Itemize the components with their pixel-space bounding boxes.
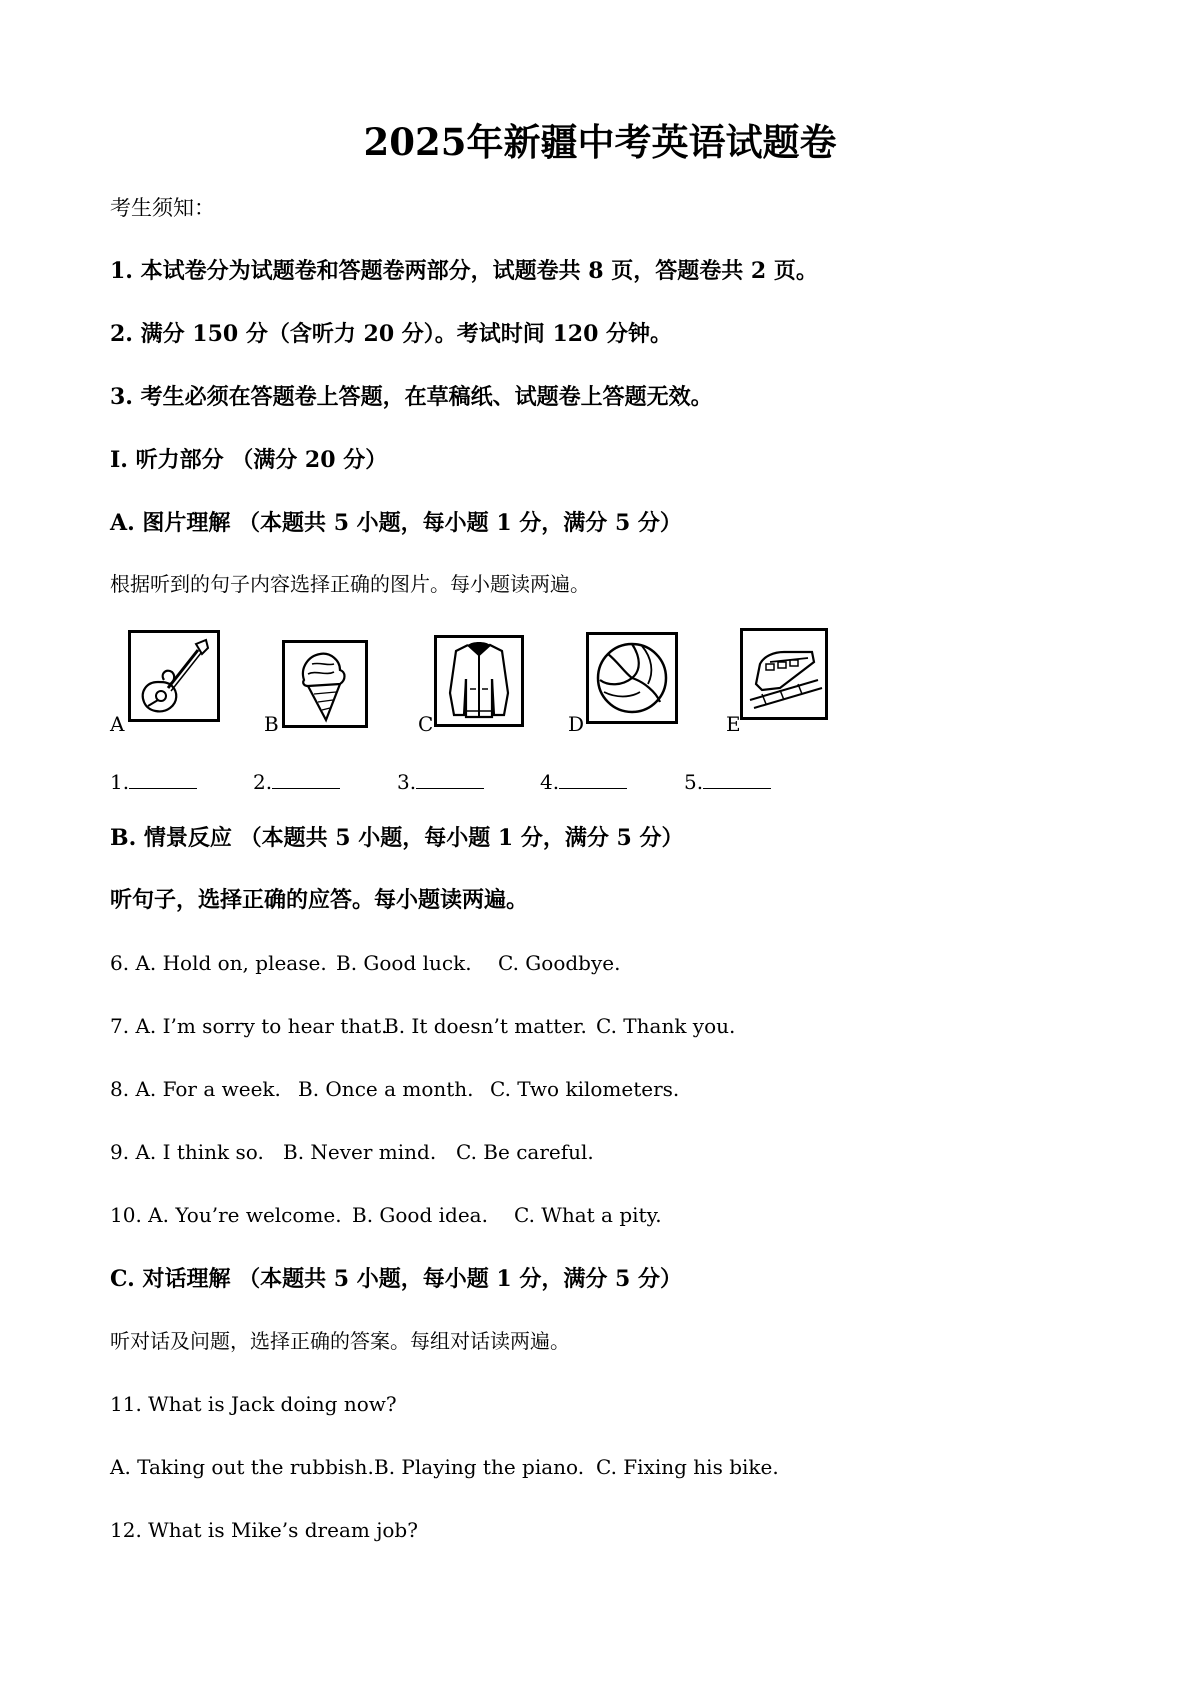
section-b-heading: B. 情景反应 （本题共 5 小题，每小题 1 分，满分 5 分）	[110, 825, 684, 851]
option-b[interactable]: B. Never mind.	[283, 1140, 437, 1164]
answer-blank-2[interactable]	[253, 770, 340, 792]
picture-e-letter: E	[726, 712, 741, 736]
option-c[interactable]: C. What a pity.	[514, 1203, 662, 1227]
option-b[interactable]: B. Playing the piano.	[374, 1455, 585, 1479]
blank-number: 4.	[540, 770, 560, 794]
section-a-heading: A. 图片理解 （本题共 5 小题，每小题 1 分，满分 5 分）	[110, 510, 682, 536]
page-title: 2025年新疆中考英语试题卷	[363, 120, 837, 164]
option-c[interactable]: C. Two kilometers.	[490, 1077, 680, 1101]
guitar-icon	[128, 630, 220, 722]
blank-line	[129, 770, 197, 789]
section-a-instruction: 根据听到的句子内容选择正确的图片。每小题读两遍。	[110, 572, 590, 596]
option-c[interactable]: C. Thank you.	[596, 1014, 736, 1038]
picture-d	[586, 632, 678, 724]
part1-heading: I. 听力部分 （满分 20 分）	[110, 447, 388, 473]
option-b[interactable]: B. Once a month.	[298, 1077, 474, 1101]
blank-line	[272, 770, 340, 789]
option-c[interactable]: C. Goodbye.	[498, 951, 621, 975]
blank-number: 5.	[684, 770, 704, 794]
blank-number: 3.	[397, 770, 417, 794]
picture-b-letter: B	[264, 712, 279, 736]
picture-d-letter: D	[568, 712, 585, 736]
picture-b	[282, 640, 368, 728]
answer-blank-1[interactable]	[110, 770, 197, 792]
option-a[interactable]: 10. A. You’re welcome.	[110, 1203, 342, 1227]
section-c-instruction: 听对话及问题，选择正确的答案。每组对话读两遍。	[110, 1329, 570, 1353]
notice-item-3: 3. 考生必须在答题卷上答题，在草稿纸、试题卷上答题无效。	[110, 384, 713, 410]
blank-line	[559, 770, 627, 789]
picture-a	[128, 630, 220, 722]
question-12: 12. What is Mike’s dream job?	[110, 1518, 418, 1542]
section-b-instruction: 听句子，选择正确的应答。每小题读两遍。	[110, 887, 529, 913]
option-a[interactable]: 7. A. I’m sorry to hear that.	[110, 1014, 388, 1038]
picture-c	[434, 635, 524, 727]
option-c[interactable]: C. Fixing his bike.	[596, 1455, 779, 1479]
option-a[interactable]: A. Taking out the rubbish.	[110, 1455, 374, 1479]
blank-line	[703, 770, 771, 789]
notice-heading: 考生须知：	[110, 196, 215, 220]
answer-blank-5[interactable]	[684, 770, 771, 792]
answer-blank-3[interactable]	[397, 770, 484, 792]
option-a[interactable]: 9. A. I think so.	[110, 1140, 264, 1164]
ice-cream-icon	[282, 640, 368, 728]
blank-number: 2.	[253, 770, 273, 794]
picture-c-letter: C	[418, 712, 434, 736]
picture-e	[740, 628, 828, 720]
answer-blank-4[interactable]	[540, 770, 627, 792]
option-a[interactable]: 8. A. For a week.	[110, 1077, 281, 1101]
option-c[interactable]: C. Be careful.	[456, 1140, 594, 1164]
option-b[interactable]: B. Good idea.	[352, 1203, 488, 1227]
option-a[interactable]: 6. A. Hold on, please.	[110, 951, 327, 975]
notice-item-2: 2. 满分 150 分（含听力 20 分）。考试时间 120 分钟。	[110, 321, 673, 347]
jacket-icon	[434, 635, 524, 727]
train-icon	[740, 628, 828, 720]
option-b[interactable]: B. Good luck.	[336, 951, 472, 975]
question-11: 11. What is Jack doing now?	[110, 1392, 397, 1416]
blank-number: 1.	[110, 770, 130, 794]
volleyball-icon	[586, 632, 678, 724]
picture-a-letter: A	[110, 712, 125, 736]
option-b[interactable]: B. It doesn’t matter.	[384, 1014, 587, 1038]
notice-item-1: 1. 本试卷分为试题卷和答题卷两部分，试题卷共 8 页，答题卷共 2 页。	[110, 258, 818, 284]
section-c-heading: C. 对话理解 （本题共 5 小题，每小题 1 分，满分 5 分）	[110, 1266, 682, 1292]
blank-line	[416, 770, 484, 789]
